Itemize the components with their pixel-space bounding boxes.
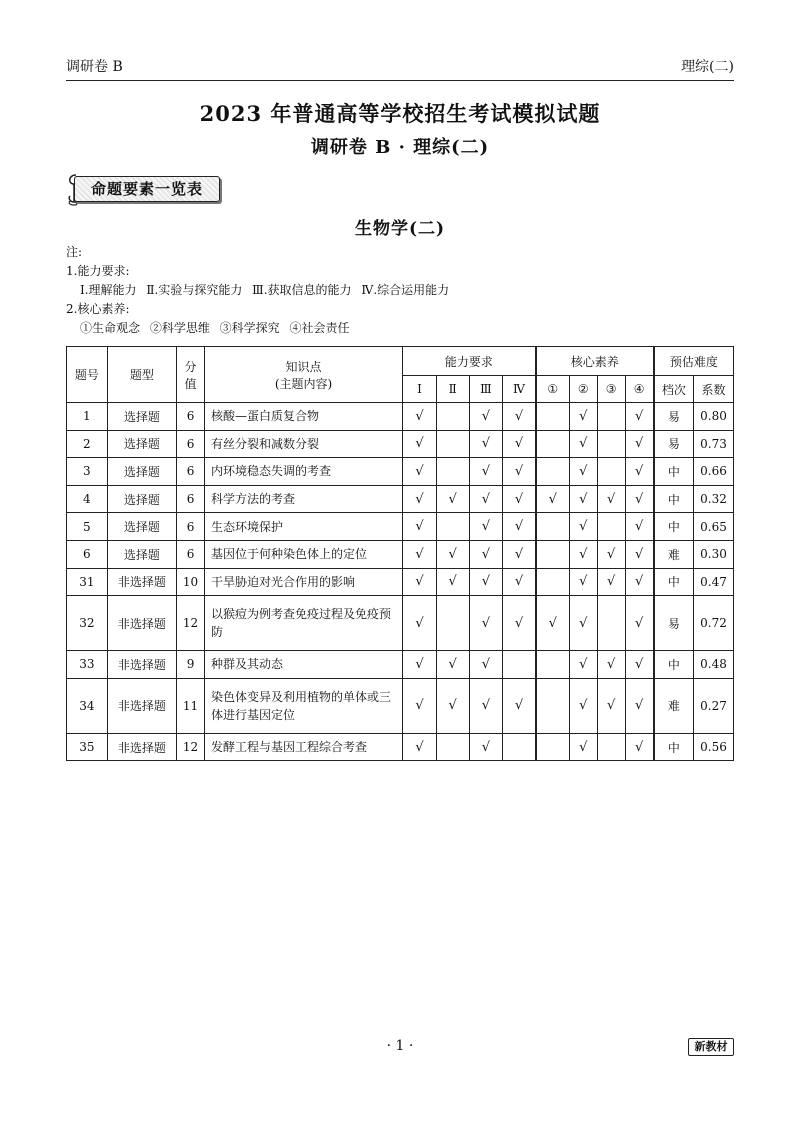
difficulty-coef: 0.72 bbox=[694, 596, 734, 651]
literacy-cell bbox=[569, 733, 597, 761]
ability-cell bbox=[469, 568, 503, 596]
literacy-cell bbox=[597, 596, 625, 651]
difficulty-level: 中 bbox=[654, 485, 694, 513]
check-mark: √ bbox=[415, 408, 424, 424]
literacy-cell bbox=[625, 651, 654, 679]
check-mark: √ bbox=[514, 698, 524, 714]
ability-cell bbox=[503, 485, 536, 513]
check-mark: √ bbox=[481, 656, 491, 672]
ability-cell bbox=[403, 485, 437, 513]
table-row bbox=[67, 513, 734, 541]
check-mark: √ bbox=[514, 408, 524, 424]
literacy-cell bbox=[536, 678, 570, 733]
notes-label: 注: bbox=[66, 245, 83, 259]
ability-cell bbox=[503, 513, 536, 541]
question-type: 选择题 bbox=[107, 430, 176, 458]
difficulty-level: 中 bbox=[654, 651, 694, 679]
check-mark: √ bbox=[481, 491, 491, 507]
header-level: 档次 bbox=[654, 376, 694, 403]
difficulty-level: 难 bbox=[654, 678, 694, 733]
question-score: 6 bbox=[177, 458, 205, 486]
table-row bbox=[67, 403, 734, 431]
literacy-cell bbox=[569, 596, 597, 651]
literacy-cell bbox=[536, 568, 570, 596]
check-mark: √ bbox=[635, 463, 644, 479]
document-title: 2023 年普通高等学校招生考试模拟试题 bbox=[199, 101, 601, 126]
literacy-cell bbox=[597, 540, 625, 568]
notes-item1-title: 1.能力要求: bbox=[66, 264, 130, 278]
edition-tag: 新教材 bbox=[688, 1038, 734, 1056]
table-row bbox=[67, 678, 734, 733]
question-number: 3 bbox=[67, 458, 108, 486]
literacy-cell bbox=[536, 596, 570, 651]
table-row bbox=[67, 430, 734, 458]
ability-cell bbox=[469, 513, 503, 541]
literacy-cell bbox=[625, 540, 654, 568]
check-mark: √ bbox=[415, 656, 424, 672]
ability-cell bbox=[436, 678, 469, 733]
literacy-cell bbox=[536, 458, 570, 486]
difficulty-level: 中 bbox=[654, 458, 694, 486]
check-mark: √ bbox=[448, 574, 457, 590]
ability-cell bbox=[503, 403, 536, 431]
ability-cell bbox=[436, 430, 469, 458]
notes bbox=[66, 243, 449, 338]
ability-cell bbox=[436, 485, 469, 513]
check-mark: √ bbox=[635, 615, 644, 631]
header-literacy-col: ④ bbox=[625, 376, 654, 403]
table-row bbox=[67, 733, 734, 761]
ability-cell bbox=[436, 403, 469, 431]
check-mark: √ bbox=[481, 739, 491, 755]
ability-cell bbox=[436, 733, 469, 761]
question-score: 6 bbox=[177, 403, 205, 431]
question-score: 11 bbox=[177, 678, 205, 733]
check-mark: √ bbox=[635, 656, 644, 672]
ability-cell bbox=[469, 540, 503, 568]
question-number: 5 bbox=[67, 513, 108, 541]
question-score: 6 bbox=[177, 485, 205, 513]
check-mark: √ bbox=[514, 463, 524, 479]
question-type: 非选择题 bbox=[107, 678, 176, 733]
header-score-1: 分 bbox=[184, 359, 197, 374]
check-mark: √ bbox=[415, 546, 424, 562]
header-topic bbox=[204, 347, 402, 403]
check-mark: √ bbox=[635, 491, 644, 507]
question-topic: 以猴痘为例考查免疫过程及免疫预防 bbox=[204, 596, 402, 651]
question-number: 2 bbox=[67, 430, 108, 458]
literacy-cell bbox=[625, 458, 654, 486]
question-type: 选择题 bbox=[107, 458, 176, 486]
literacy-cell bbox=[536, 513, 570, 541]
question-number: 6 bbox=[67, 540, 108, 568]
question-type: 非选择题 bbox=[107, 733, 176, 761]
check-mark: √ bbox=[579, 491, 588, 507]
ability-cell bbox=[436, 458, 469, 486]
ability-cell bbox=[403, 733, 437, 761]
literacy-cell bbox=[597, 733, 625, 761]
question-type: 选择题 bbox=[107, 485, 176, 513]
difficulty-coef: 0.56 bbox=[694, 733, 734, 761]
question-type: 选择题 bbox=[107, 540, 176, 568]
ability-cell bbox=[469, 430, 503, 458]
header-right: 理综(二) bbox=[681, 59, 734, 75]
difficulty-coef: 0.73 bbox=[694, 430, 734, 458]
ability-cell bbox=[436, 651, 469, 679]
literacy-cell bbox=[536, 403, 570, 431]
literacy-cell bbox=[625, 733, 654, 761]
ability-cell bbox=[436, 568, 469, 596]
check-mark: √ bbox=[514, 546, 524, 562]
question-topic: 核酸—蛋白质复合物 bbox=[204, 403, 402, 431]
check-mark: √ bbox=[415, 436, 424, 452]
literacy-cell bbox=[536, 430, 570, 458]
question-score: 9 bbox=[177, 651, 205, 679]
literacy-cell bbox=[597, 485, 625, 513]
ability-cell bbox=[503, 733, 536, 761]
check-mark: √ bbox=[415, 491, 424, 507]
section-banner bbox=[66, 172, 222, 206]
header-ability-col: Ⅱ bbox=[436, 376, 469, 403]
ability-cell bbox=[403, 540, 437, 568]
check-mark: √ bbox=[448, 656, 457, 672]
header-ability-col: Ⅲ bbox=[469, 376, 503, 403]
document-subtitle: 调研卷 B · 理综(二) bbox=[310, 137, 490, 158]
difficulty-coef: 0.80 bbox=[694, 403, 734, 431]
ability-cell bbox=[469, 458, 503, 486]
question-topic: 科学方法的考查 bbox=[204, 485, 402, 513]
ability-cell bbox=[403, 458, 437, 486]
ability-cell bbox=[403, 678, 437, 733]
question-topic: 生态环境保护 bbox=[204, 513, 402, 541]
header-score-2: 值 bbox=[184, 376, 197, 391]
check-mark: √ bbox=[448, 698, 457, 714]
literacy-cell bbox=[569, 678, 597, 733]
question-number: 32 bbox=[67, 596, 108, 651]
difficulty-level: 易 bbox=[654, 430, 694, 458]
check-mark: √ bbox=[606, 574, 616, 590]
ability-cell bbox=[403, 651, 437, 679]
header-ability: 能力要求 bbox=[403, 347, 536, 376]
literacy-cell bbox=[569, 513, 597, 541]
ability-cell bbox=[469, 678, 503, 733]
check-mark: √ bbox=[415, 698, 424, 714]
question-type: 选择题 bbox=[107, 403, 176, 431]
literacy-cell bbox=[625, 678, 654, 733]
literacy-cell bbox=[597, 430, 625, 458]
header-literacy-col: ① bbox=[536, 376, 570, 403]
question-type: 非选择题 bbox=[107, 568, 176, 596]
difficulty-level: 中 bbox=[654, 568, 694, 596]
question-topic: 干旱胁迫对光合作用的影响 bbox=[204, 568, 402, 596]
check-mark: √ bbox=[579, 408, 588, 424]
difficulty-coef: 0.66 bbox=[694, 458, 734, 486]
table-row bbox=[67, 568, 734, 596]
question-score: 6 bbox=[177, 430, 205, 458]
table-row bbox=[67, 651, 734, 679]
ability-cell bbox=[469, 403, 503, 431]
check-mark: √ bbox=[579, 546, 588, 562]
difficulty-coef: 0.47 bbox=[694, 568, 734, 596]
check-mark: √ bbox=[579, 615, 588, 631]
ability-cell bbox=[436, 540, 469, 568]
banner-label: 命题要素一览表 bbox=[74, 176, 220, 202]
table-row bbox=[67, 596, 734, 651]
header-difficulty: 预估难度 bbox=[654, 347, 734, 376]
ability-cell bbox=[403, 513, 437, 541]
literacy-cell bbox=[597, 678, 625, 733]
check-mark: √ bbox=[635, 574, 644, 590]
question-topic: 种群及其动态 bbox=[204, 651, 402, 679]
header-ability-col: Ⅳ bbox=[503, 376, 536, 403]
question-number: 4 bbox=[67, 485, 108, 513]
check-mark: √ bbox=[514, 519, 524, 535]
question-number: 33 bbox=[67, 651, 108, 679]
question-type: 非选择题 bbox=[107, 651, 176, 679]
literacy-cell bbox=[625, 568, 654, 596]
question-topic: 内环境稳态失调的考查 bbox=[204, 458, 402, 486]
table-row bbox=[67, 485, 734, 513]
difficulty-coef: 0.32 bbox=[694, 485, 734, 513]
header-literacy-col: ③ bbox=[597, 376, 625, 403]
literacy-cell bbox=[536, 651, 570, 679]
check-mark: √ bbox=[606, 491, 616, 507]
literacy-cell bbox=[625, 513, 654, 541]
difficulty-coef: 0.30 bbox=[694, 540, 734, 568]
notes-item1-list: Ⅰ.理解能力 Ⅱ.实验与探究能力 Ⅲ.获取信息的能力 Ⅳ.综合运用能力 bbox=[80, 283, 450, 297]
difficulty-coef: 0.27 bbox=[694, 678, 734, 733]
header-coef: 系数 bbox=[694, 376, 734, 403]
check-mark: √ bbox=[514, 615, 524, 631]
check-mark: √ bbox=[448, 491, 457, 507]
check-mark: √ bbox=[579, 739, 588, 755]
check-mark: √ bbox=[606, 546, 616, 562]
literacy-cell bbox=[569, 458, 597, 486]
difficulty-level: 难 bbox=[654, 540, 694, 568]
literacy-cell bbox=[597, 403, 625, 431]
check-mark: √ bbox=[548, 491, 557, 507]
literacy-cell bbox=[625, 485, 654, 513]
literacy-cell bbox=[597, 458, 625, 486]
question-score: 6 bbox=[177, 513, 205, 541]
ability-cell bbox=[436, 513, 469, 541]
page-number: · 1 · bbox=[386, 1038, 414, 1054]
check-mark: √ bbox=[481, 615, 491, 631]
literacy-cell bbox=[625, 596, 654, 651]
check-mark: √ bbox=[415, 615, 424, 631]
check-mark: √ bbox=[579, 698, 588, 714]
check-mark: √ bbox=[635, 739, 644, 755]
check-mark: √ bbox=[579, 519, 588, 535]
header-ability-col: Ⅰ bbox=[403, 376, 437, 403]
notes-item2-title: 2.核心素养: bbox=[66, 302, 130, 316]
literacy-cell bbox=[625, 430, 654, 458]
check-mark: √ bbox=[481, 574, 491, 590]
header-num: 题号 bbox=[67, 347, 108, 403]
question-number: 34 bbox=[67, 678, 108, 733]
difficulty-coef: 0.48 bbox=[694, 651, 734, 679]
difficulty-coef: 0.65 bbox=[694, 513, 734, 541]
ability-cell bbox=[403, 568, 437, 596]
check-mark: √ bbox=[415, 463, 424, 479]
difficulty-level: 易 bbox=[654, 403, 694, 431]
difficulty-level: 易 bbox=[654, 596, 694, 651]
check-mark: √ bbox=[579, 574, 588, 590]
literacy-cell bbox=[625, 403, 654, 431]
literacy-cell bbox=[536, 485, 570, 513]
section-title: 生物学(二) bbox=[354, 219, 446, 239]
check-mark: √ bbox=[635, 519, 644, 535]
question-score: 12 bbox=[177, 733, 205, 761]
check-mark: √ bbox=[514, 436, 524, 452]
literacy-cell bbox=[597, 568, 625, 596]
check-mark: √ bbox=[635, 546, 644, 562]
ability-cell bbox=[469, 651, 503, 679]
check-mark: √ bbox=[415, 739, 424, 755]
check-mark: √ bbox=[606, 698, 616, 714]
page-header bbox=[66, 50, 734, 81]
question-number: 1 bbox=[67, 403, 108, 431]
difficulty-level: 中 bbox=[654, 733, 694, 761]
ability-cell bbox=[403, 430, 437, 458]
literacy-cell bbox=[569, 568, 597, 596]
question-type: 非选择题 bbox=[107, 596, 176, 651]
header-literacy-col: ② bbox=[569, 376, 597, 403]
ability-cell bbox=[469, 596, 503, 651]
question-score: 6 bbox=[177, 540, 205, 568]
literacy-cell bbox=[569, 540, 597, 568]
ability-cell bbox=[503, 540, 536, 568]
ability-cell bbox=[503, 678, 536, 733]
ability-cell bbox=[503, 458, 536, 486]
check-mark: √ bbox=[635, 408, 644, 424]
question-score: 10 bbox=[177, 568, 205, 596]
notes-item2-list: ①生命观念 ②科学思维 ③科学探究 ④社会责任 bbox=[80, 321, 350, 335]
ability-cell bbox=[503, 430, 536, 458]
table-row bbox=[67, 458, 734, 486]
header-topic-1: 知识点 bbox=[285, 359, 322, 374]
literacy-cell bbox=[536, 540, 570, 568]
literacy-cell bbox=[536, 733, 570, 761]
check-mark: √ bbox=[579, 463, 588, 479]
header-score bbox=[177, 347, 205, 403]
literacy-cell bbox=[569, 430, 597, 458]
difficulty-level: 中 bbox=[654, 513, 694, 541]
ability-cell bbox=[503, 596, 536, 651]
literacy-cell bbox=[569, 403, 597, 431]
header-literacy: 核心素养 bbox=[536, 347, 654, 376]
table-body bbox=[67, 403, 734, 761]
check-mark: √ bbox=[579, 436, 588, 452]
literacy-cell bbox=[569, 485, 597, 513]
table-row bbox=[67, 540, 734, 568]
check-mark: √ bbox=[415, 574, 424, 590]
check-mark: √ bbox=[481, 436, 491, 452]
literacy-cell bbox=[597, 513, 625, 541]
question-topic: 发酵工程与基因工程综合考查 bbox=[204, 733, 402, 761]
check-mark: √ bbox=[548, 615, 557, 631]
question-topic: 基因位于何种染色体上的定位 bbox=[204, 540, 402, 568]
ability-cell bbox=[436, 596, 469, 651]
ability-cell bbox=[503, 568, 536, 596]
header-topic-2: (主题内容) bbox=[274, 376, 333, 391]
check-mark: √ bbox=[448, 546, 457, 562]
header-left: 调研卷 B bbox=[66, 59, 123, 75]
check-mark: √ bbox=[579, 656, 588, 672]
ability-cell bbox=[403, 596, 437, 651]
check-mark: √ bbox=[514, 491, 524, 507]
requirements-table bbox=[66, 346, 734, 761]
check-mark: √ bbox=[481, 546, 491, 562]
check-mark: √ bbox=[481, 519, 491, 535]
question-topic: 有丝分裂和减数分裂 bbox=[204, 430, 402, 458]
ability-cell bbox=[469, 485, 503, 513]
check-mark: √ bbox=[635, 436, 644, 452]
ability-cell bbox=[503, 651, 536, 679]
header-type: 题型 bbox=[107, 347, 176, 403]
check-mark: √ bbox=[481, 463, 491, 479]
check-mark: √ bbox=[606, 656, 616, 672]
question-topic: 染色体变异及利用植物的单体或三体进行基因定位 bbox=[204, 678, 402, 733]
ability-cell bbox=[403, 403, 437, 431]
check-mark: √ bbox=[635, 698, 644, 714]
literacy-cell bbox=[569, 651, 597, 679]
check-mark: √ bbox=[514, 574, 524, 590]
literacy-cell bbox=[597, 651, 625, 679]
question-number: 31 bbox=[67, 568, 108, 596]
check-mark: √ bbox=[415, 519, 424, 535]
check-mark: √ bbox=[481, 408, 491, 424]
check-mark: √ bbox=[481, 698, 491, 714]
question-number: 35 bbox=[67, 733, 108, 761]
question-type: 选择题 bbox=[107, 513, 176, 541]
question-score: 12 bbox=[177, 596, 205, 651]
ability-cell bbox=[469, 733, 503, 761]
